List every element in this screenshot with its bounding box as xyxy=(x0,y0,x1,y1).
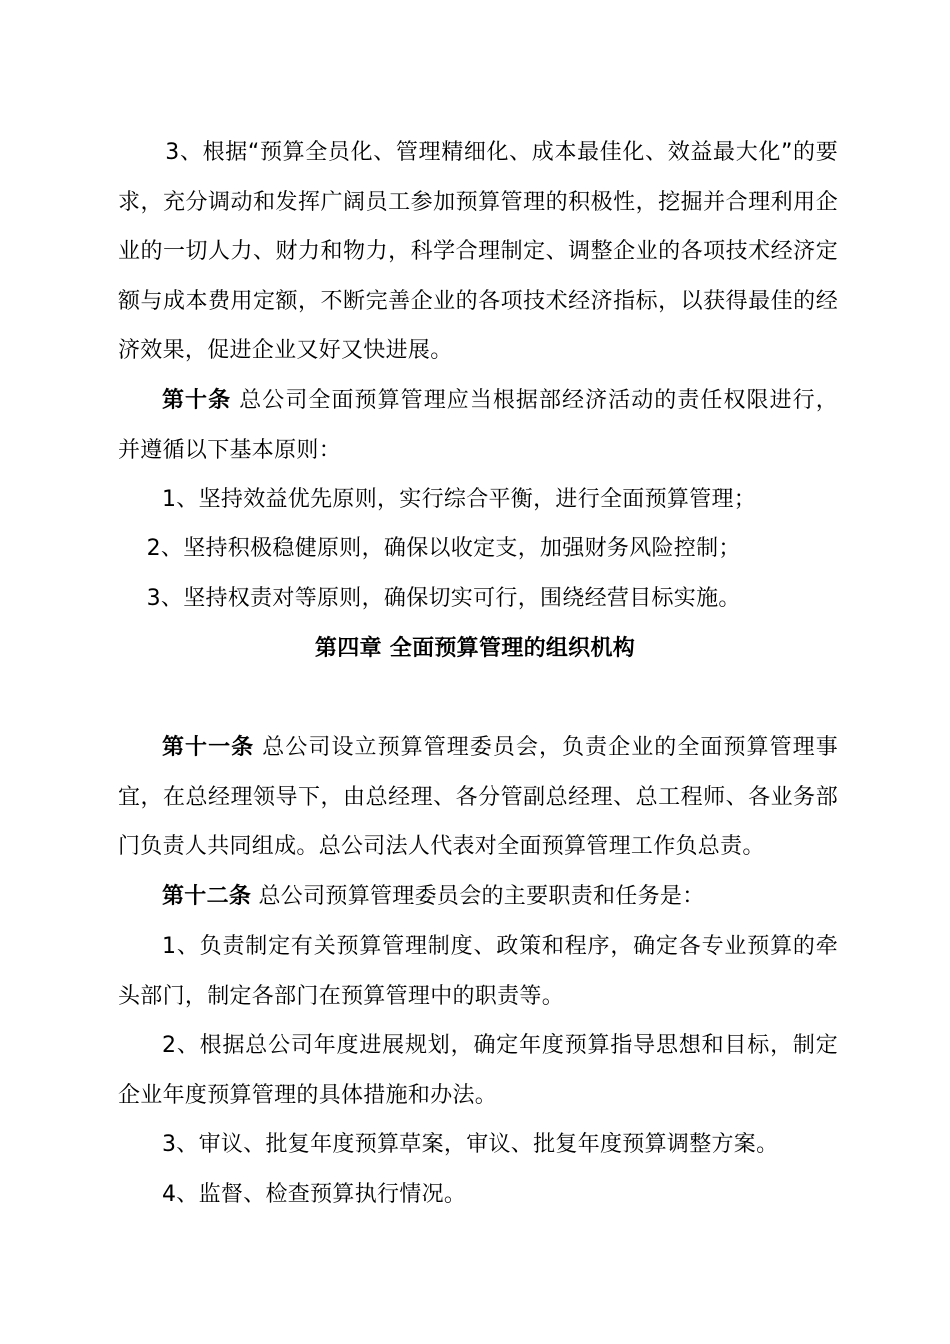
paragraph-text: 4、监督、检查预算执行情况。 xyxy=(162,1182,467,1207)
duty-item-1 xyxy=(118,922,838,1021)
article-label: 第十条 xyxy=(162,388,232,413)
article-label: 第十一条 xyxy=(162,735,255,760)
article-11-paragraph xyxy=(118,723,838,872)
paragraph-text: 3、审议、批复年度预算草案，审议、批复年度预算调整方案。 xyxy=(162,1132,779,1157)
paragraph-text: 总公司设立预算管理委员会，负责企业的全面预算管理事宜，在总经理领导下，由总经理、各分管副总经理、总工程师、各业务部门负责人共同组成。总公司法人代表对全面预算管理工作负总责。 xyxy=(118,735,839,859)
duty-item-2 xyxy=(118,1021,838,1120)
paragraph-text: 3、坚持权责对等原则，确保切实可行，围绕经营目标实施。 xyxy=(146,586,741,611)
paragraph-text: 总公司预算管理委员会的主要职责和任务是： xyxy=(251,884,705,909)
paragraph-text: 总公司全面预算管理应当根据部经济活动的责任权限进行，并遵循以下基本原则： xyxy=(118,388,838,463)
paragraph-text: 1、负责制定有关预算管理制度、政策和程序，确定各专业预算的牵头部门，制定各部门在预算管理中的职责等。 xyxy=(118,934,838,1009)
principle-item-1 xyxy=(118,475,838,525)
article-12-paragraph xyxy=(118,872,838,922)
duty-item-4 xyxy=(118,1170,838,1220)
paragraph-text: 1、坚持效益优先原则，实行综合平衡，进行全面预算管理； xyxy=(162,487,757,512)
chapter-heading: 第四章 全面预算管理的组织机构 xyxy=(314,636,636,661)
article-10-paragraph xyxy=(118,376,838,475)
duty-item-3 xyxy=(118,1120,838,1170)
article-label: 第十二条 xyxy=(162,884,252,909)
paragraph-text: 2、根据总公司年度进展规划，确定年度预算指导思想和目标，制定企业年度预算管理的具体措施和办法。 xyxy=(118,1033,838,1108)
paragraph-item-3-goals xyxy=(118,128,838,376)
paragraph-text: 3、根据“预算全员化、管理精细化、成本最佳化、效益最大化”的要求，充分调动和发挥广阔员工参加预算管理的积极性，挖掘并合理利用企业的一切人力、财力和物力，科学合理制定、调整企业的各项技术经济定额与成本费用定额，不断完善企业的各项技术经济指标，以获得最佳的经济效果，促进企业又好又快进展。 xyxy=(118,140,838,363)
principle-item-2 xyxy=(118,524,838,574)
principle-item-3 xyxy=(118,574,838,624)
paragraph-text: 2、坚持积极稳健原则，确保以收定支，加强财务风险控制； xyxy=(146,536,741,561)
